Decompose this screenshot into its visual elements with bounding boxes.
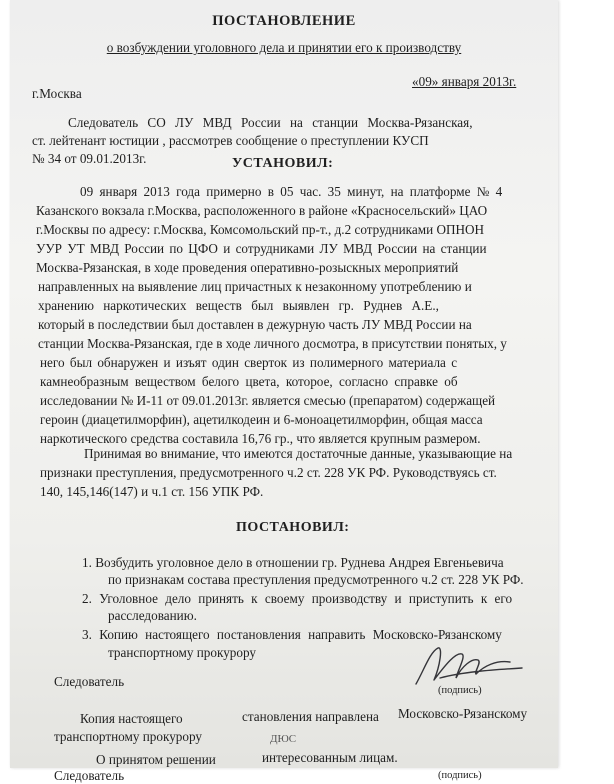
decision-line-3: 2. Уголовное дело принять к своему производству и приступить к его: [82, 591, 513, 606]
decision-line-5: 3. Копию настоящего постановления направить Московско-Рязанскому: [82, 627, 502, 642]
body-line-3: г.Москвы по адресу: г.Москва, Комсомольский пр-т., д.2 сотрудниками ОПНОН: [36, 222, 485, 237]
decision-line-4: расследованию.: [108, 608, 197, 623]
body-line-6: направленных на выявление лиц причастных к незаконному употреблению и: [38, 279, 472, 294]
section-ustanovil: УСТАНОВИЛ:: [232, 156, 334, 171]
investigator-label-1: Следователь: [54, 674, 125, 689]
copy-text-line2-left: транспортному прокурору: [54, 729, 203, 744]
intro-line-3: № 34 от 09.01.2013г.: [32, 151, 147, 166]
signature-caption-2: (подпись): [438, 770, 482, 781]
document-date: «09» января 2013г.: [412, 74, 517, 89]
body-line-5: Москва-Рязанская, в ходе проведения оперативно-розыскных мероприятий: [36, 260, 459, 275]
copy-text-line2-mid: ДЮС: [270, 733, 297, 745]
copy-text-left: Копия настоящего: [80, 711, 183, 726]
intro-line-2: ст. лейтенант юстиции , рассмотрев сообщение о преступлении КУСП: [32, 133, 429, 148]
copy-text-mid: становления направлена: [242, 709, 379, 724]
body-line-17: 140, 145,146(147) и ч.1 ст. 156 УПК РФ.: [40, 484, 264, 499]
intro-line-1: Следователь СО ЛУ МВД России на станции Москва-Рязанская,: [68, 115, 473, 130]
body-line-10: него был обнаружен и изъят один сверток из полимерного материала с: [40, 355, 458, 370]
body-line-13: героин (диацетилморфин), ацетилкодеин и 6-моноацетилморфин, общая масса: [40, 412, 483, 427]
section-postanovil: ПОСТАНОВИЛ:: [236, 520, 350, 535]
notice-text-left: О принятом решении: [96, 752, 216, 767]
body-line-11: камнеобразным веществом белого цвета, которое, согласно справке об: [40, 374, 458, 389]
document-subtitle: о возбуждении уголовного дела и принятии его к производству: [106, 40, 462, 55]
notice-text-right: интересованным лицам.: [262, 750, 398, 765]
document-page: [10, 0, 558, 783]
city: г.Москва: [32, 86, 82, 101]
decision-line-2: по признакам состава преступления предусмотренного ч.2 ст. 228 УК РФ.: [108, 572, 524, 587]
signature-caption-1: (подпись): [438, 685, 482, 696]
decision-line-6: транспортному прокурору: [108, 645, 257, 660]
body-line-4: УУР УТ МВД России по ЦФО и сотрудниками ЛУ МВД России на станции: [36, 241, 487, 256]
body-line-16: признаки преступления, предусмотренного ч.2 ст. 228 УК РФ. Руководствуясь ст.: [40, 465, 497, 480]
body-line-14: наркотического средства составила 16,76 гр., что является крупным размером.: [40, 431, 481, 446]
investigator-label-2: Следователь: [54, 768, 125, 783]
decision-line-1: 1. Возбудить уголовное дело в отношении гр. Руднева Андрея Евгеньевича: [82, 555, 504, 570]
copy-text-right: Московско-Рязанскому: [398, 706, 528, 721]
document-title: ПОСТАНОВЛЕНИЕ: [212, 13, 356, 29]
body-line-15: Принимая во внимание, что имеются достаточные данные, указывающие на: [84, 446, 513, 461]
body-line-2: Казанского вокзала г.Москва, расположенного в районе «Красносельский» ЦАО: [36, 203, 488, 218]
body-line-7: хранению наркотических веществ был выявлен гр. Руднев А.Е.,: [38, 298, 439, 313]
body-line-12: исследовании № И-11 от 09.01.2013г. является смесью (препаратом) содержащей: [40, 393, 496, 408]
body-line-1: 09 января 2013 года примерно в 05 час. 35 минут, на платформе № 4: [80, 184, 503, 199]
body-line-8: который в последствии был доставлен в дежурную часть ЛУ МВД России на: [38, 317, 472, 332]
body-line-9: станции Москва-Рязанская, где в ходе личного досмотра, в присутствии понятых, у: [38, 336, 507, 351]
